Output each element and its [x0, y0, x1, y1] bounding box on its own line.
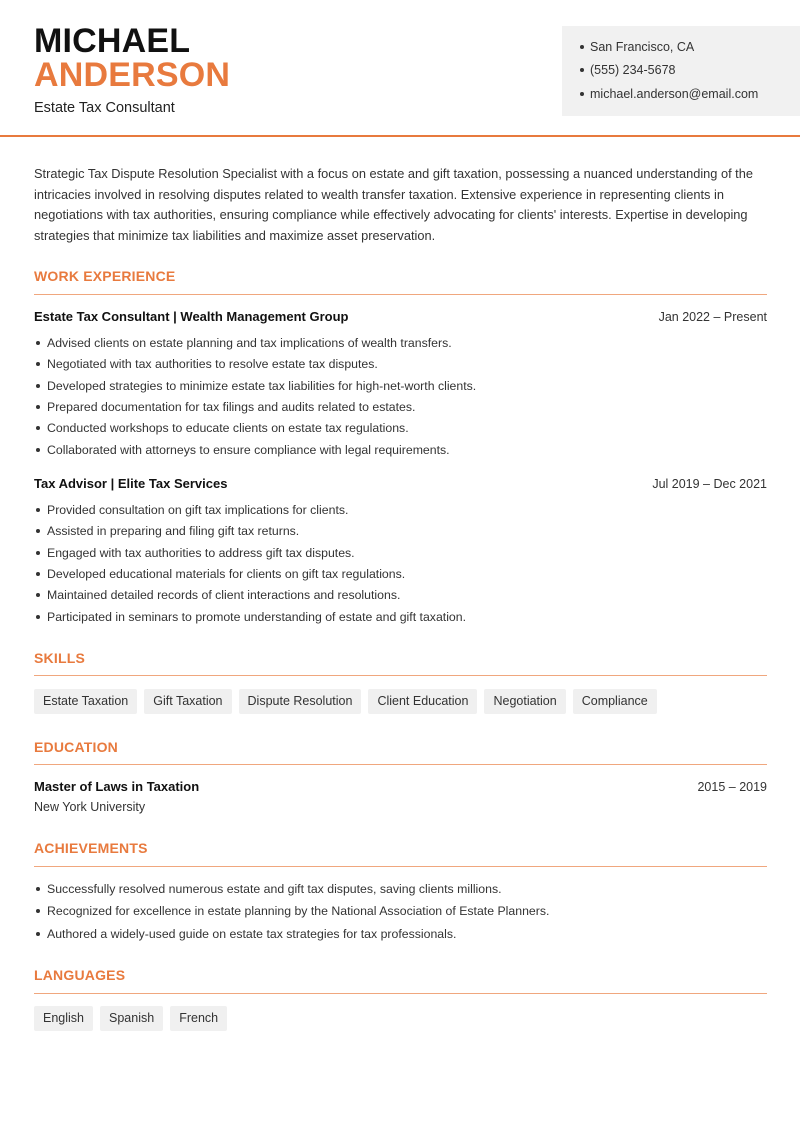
bullet-icon [580, 92, 584, 96]
contact-email[interactable]: michael.anderson@email.com [580, 84, 800, 108]
language-tag: English [34, 1006, 93, 1031]
bullet-icon [36, 572, 40, 576]
bullet-icon [580, 45, 584, 49]
section-divider [34, 294, 767, 295]
contact-phone: (555) 234-5678 [580, 61, 800, 85]
bullet-icon [36, 341, 40, 345]
list-item: Assisted in preparing and filing gift tax returns. [36, 523, 466, 544]
job-bullets-2 [36, 502, 466, 630]
bullet-icon [36, 909, 40, 913]
first-name: MICHAEL [34, 22, 191, 60]
job-entry-2 [34, 476, 767, 491]
job-dates-1: Jan 2022 – Present [658, 310, 767, 324]
bullet-icon [36, 362, 40, 366]
skills-list [34, 689, 657, 714]
job-entry-1 [34, 309, 767, 324]
contact-box [562, 26, 800, 116]
bullet-icon [36, 508, 40, 512]
section-divider [34, 764, 767, 765]
job-dates-2: Jul 2019 – Dec 2021 [652, 477, 767, 491]
skill-tag: Client Education [368, 689, 477, 714]
education-dates: 2015 – 2019 [697, 780, 767, 794]
skill-tag: Dispute Resolution [239, 689, 362, 714]
list-item: Prepared documentation for tax filings and audits related to estates. [36, 399, 476, 420]
section-title-education: EDUCATION [34, 739, 118, 755]
section-title-work: WORK EXPERIENCE [34, 268, 176, 284]
bullet-icon [36, 887, 40, 891]
job-bullets-1 [36, 335, 476, 463]
bullet-icon [36, 405, 40, 409]
skill-tag: Gift Taxation [144, 689, 231, 714]
education-school: New York University [34, 800, 146, 814]
list-item: Developed educational materials for clients on gift tax regulations. [36, 566, 466, 587]
bullet-icon [580, 68, 584, 72]
list-item: Engaged with tax authorities to address gift tax disputes. [36, 545, 466, 566]
bullet-icon [36, 448, 40, 452]
skill-tag: Compliance [573, 689, 657, 714]
last-name: ANDERSON [34, 56, 231, 94]
bullet-icon [36, 615, 40, 619]
list-item: Collaborated with attorneys to ensure compliance with legal requirements. [36, 441, 476, 462]
list-item: Authored a widely-used guide on estate tax strategies for tax professionals. [36, 925, 549, 948]
bullet-icon [36, 551, 40, 555]
languages-list [34, 1006, 227, 1031]
job-title-1: Estate Tax Consultant | Wealth Management Group [34, 309, 349, 324]
bullet-icon [36, 384, 40, 388]
skill-tag: Estate Taxation [34, 689, 137, 714]
list-item: Participated in seminars to promote understanding of estate and gift taxation. [36, 608, 466, 629]
section-title-languages: LANGUAGES [34, 967, 126, 983]
job-title-2: Tax Advisor | Elite Tax Services [34, 476, 228, 491]
skill-tag: Negotiation [484, 689, 565, 714]
language-tag: French [170, 1006, 227, 1031]
list-item: Developed strategies to minimize estate tax liabilities for high-net-worth clients. [36, 378, 476, 399]
resume-header [0, 0, 800, 137]
bullet-icon [36, 932, 40, 936]
list-item: Conducted workshops to educate clients on estate tax regulations. [36, 420, 476, 441]
job-title: Estate Tax Consultant [34, 100, 175, 116]
bullet-icon [36, 426, 40, 430]
education-degree: Master of Laws in Taxation [34, 779, 200, 794]
bullet-icon [36, 529, 40, 533]
list-item: Maintained detailed records of client interactions and resolutions. [36, 587, 466, 608]
list-item: Negotiated with tax authorities to resolve estate tax disputes. [36, 356, 476, 377]
list-item: Recognized for excellence in estate planning by the National Association of Estate Planners. [36, 903, 549, 926]
list-item: Advised clients on estate planning and tax implications of wealth transfers. [36, 335, 476, 356]
achievements-list [36, 880, 549, 948]
list-item: Provided consultation on gift tax implications for clients. [36, 502, 466, 523]
section-divider [34, 675, 767, 676]
section-title-skills: SKILLS [34, 650, 85, 666]
education-entry [34, 779, 767, 794]
bullet-icon [36, 593, 40, 597]
summary-paragraph: Strategic Tax Dispute Resolution Specialist with a focus on estate and gift taxation, possessing a nuanced understanding of the intricacies involved in resolving disputes related to wealth transfer taxation. Extensive experience in representing clients in negotiations with tax authorities, ensuring compliance while effectively advocating for clients' interests. Expertise in developing strategies that minimize tax liabilities and maximize asset preservation. [34, 166, 753, 243]
section-title-achievements: ACHIEVEMENTS [34, 840, 148, 856]
section-divider [34, 866, 767, 867]
section-divider [34, 993, 767, 994]
contact-location: San Francisco, CA [580, 37, 800, 61]
language-tag: Spanish [100, 1006, 163, 1031]
list-item: Successfully resolved numerous estate and gift tax disputes, saving clients millions. [36, 880, 549, 903]
